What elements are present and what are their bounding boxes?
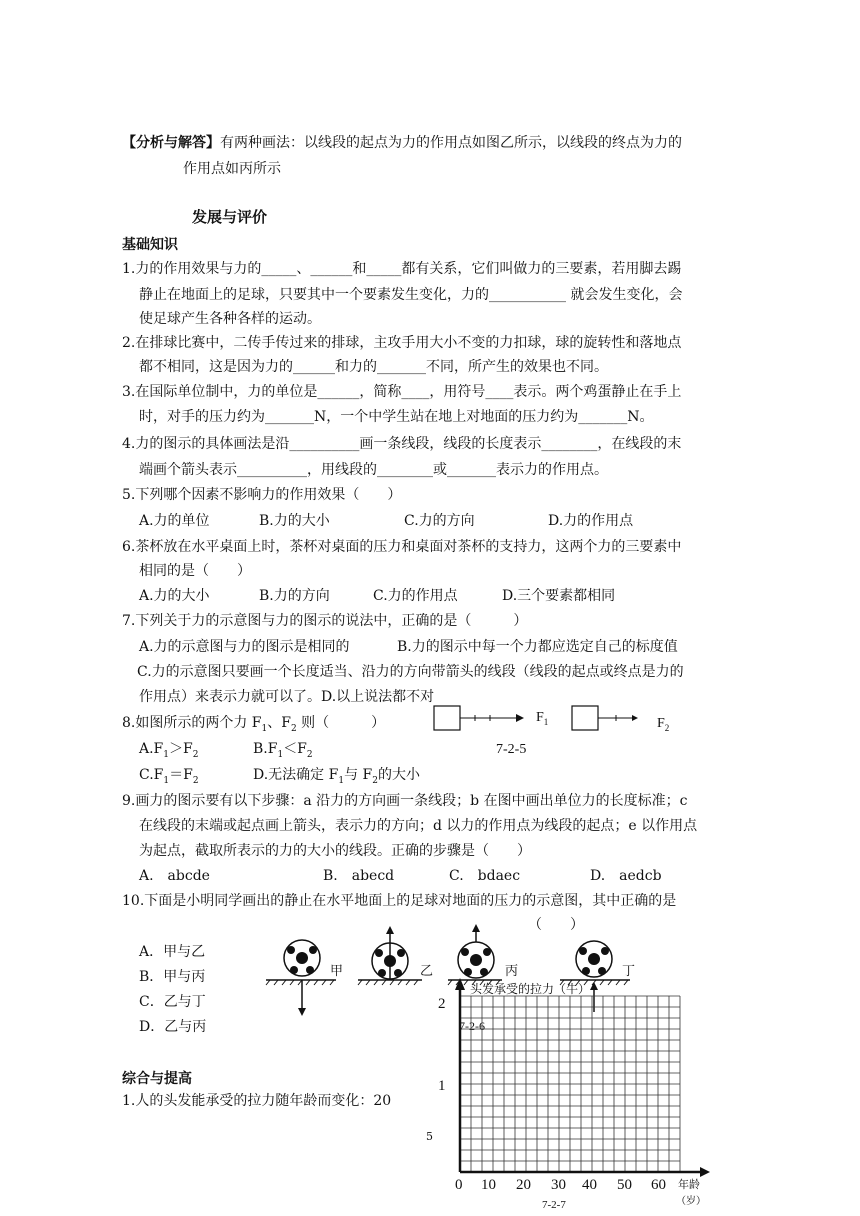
stray-number: 5	[426, 1130, 433, 1143]
q10-figure-ding	[560, 941, 630, 1012]
q9-option-d: D. aedcb	[590, 868, 662, 884]
chart-grid	[460, 996, 680, 1172]
q5-option-b: B.力的大小	[259, 513, 330, 529]
q7-option-c-line-2: 作用点）来表示力就可以了。D.以上说法都不对	[139, 689, 435, 705]
q9-line-1: 9.画力的图示要有以下步骤：a 沿力的方向画一条线段；b 在图中画出单位力的长度标准；c	[122, 793, 688, 809]
q7-option-c-line-1: C.力的示意图只要画一个长度适当、沿力的方向带箭头的线段（线段的起点或终点是力的	[137, 664, 684, 680]
q8-f1-letter: F	[536, 710, 544, 725]
chart-x-tick-label: 60	[651, 1177, 666, 1193]
q9-option-b: B. abecd	[323, 868, 395, 884]
chart-x-tick-label: 10	[481, 1177, 496, 1193]
q8-b-sub1: 1	[277, 749, 284, 760]
analysis-text-1: 有两种画法：以线段的起点为力的作用点如图乙所示，以线段的终点为力的	[220, 135, 682, 151]
chart-x-tick-label: 40	[582, 1177, 597, 1193]
chart-ylabel: 头发承受的拉力（牛）	[470, 982, 591, 996]
q9-line-2: 在线段的末端或起点画上箭头，表示力的方向；d 以力的作用点为线段的起点；e 以作用点	[139, 818, 698, 834]
q8-f1-sub: 1	[543, 716, 549, 727]
q10-figure-yi	[358, 926, 422, 985]
q10-label-jia: 甲	[330, 964, 344, 979]
advanced-q1-text: 1.人的头发能承受的拉力随年龄而变化：20	[122, 1093, 392, 1109]
q8-arrow-2	[632, 715, 638, 721]
q8-c-sub2: 2	[192, 775, 199, 786]
q2-line-1: 2.在排球比赛中，二传手传过来的排球，主攻手用大小不变的力扣球，球的旋转性和落地点	[122, 335, 682, 351]
chart-figure-label-bottom: 7-2-7	[542, 1199, 566, 1211]
q10-figure-bing	[448, 924, 502, 985]
advanced-title: 综合与提高	[122, 1071, 192, 1087]
q6-option-c: C.力的作用点	[373, 588, 458, 604]
chart-x-tick-label: 30	[551, 1177, 566, 1193]
q4-line-2: 端画个箭头表示__________，用线段的________或_______表示力的作用点。	[139, 462, 608, 478]
q10-figure-jia	[266, 940, 336, 1016]
q5-option-a: A.力的单位	[139, 513, 210, 529]
q8-c-sub1: 1	[163, 775, 170, 786]
q8-stem-mid: 、F	[267, 715, 291, 731]
q10-option-d: D．乙与丙	[139, 1019, 207, 1035]
q8-d-post: 的大小	[377, 767, 420, 783]
q10-label-bing: 丙	[505, 964, 519, 979]
q8-b-sub2: 2	[306, 749, 313, 760]
chart-x-tick-label: 0	[455, 1177, 463, 1193]
q5-option-c: C.力的方向	[404, 513, 475, 529]
q7-option-b: B.力的图示中每一个力都应选定自己的标度值	[397, 639, 678, 655]
q3-line-2: 时，对手的压力约为_______N，一个中学生站在地上对地面的压力约为_______N。	[139, 409, 654, 425]
q7-stem: 7.下列关于力的示意图与力的图示的说法中，正确的是（ ）	[122, 613, 528, 629]
q10-option-a: A．甲与乙	[139, 944, 206, 960]
q8-f2-sub: 2	[664, 722, 670, 733]
q10-option-b: B．甲与丙	[139, 969, 206, 985]
chart-y-tick-1: 1	[438, 1078, 446, 1094]
q8-a-pre: A.F	[139, 741, 164, 757]
basic-knowledge-title: 基础知识	[122, 237, 178, 253]
q8-b-pre: B.F	[253, 741, 278, 757]
q7-option-a: A.力的示意图与力的图示是相同的	[139, 639, 350, 655]
q10-label-yi: 乙	[420, 964, 434, 979]
q8-c-pre: C.F	[139, 767, 164, 783]
q8-d-pre: D.无法确定 F	[253, 767, 339, 783]
q10-answer-paren: （ ）	[528, 917, 584, 933]
q9-line-3: 为起点，截取所表示的力的大小的线段。正确的步骤是（ ）	[139, 843, 531, 859]
q8-f2-letter: F	[657, 716, 665, 731]
q2-line-2: 都不相同，这是因为力的______和力的_______不同，所产生的效果也不同。	[139, 359, 608, 375]
q8-a-sub1: 1	[163, 749, 170, 760]
q10-label-ding: 丁	[622, 964, 636, 979]
analysis-label: 【分析与解答】	[122, 135, 220, 151]
q6-option-b: B.力的方向	[259, 588, 330, 604]
chart-y-tick-2: 2	[438, 996, 446, 1012]
q9-option-c: C. bdaec	[449, 868, 521, 884]
q1-line-3: 使足球产生各种各样的运动。	[139, 311, 321, 327]
q6-line-1: 6.茶杯放在水平桌面上时，茶杯对桌面的压力和桌面对茶杯的支持力，这两个力的三要素中	[122, 539, 682, 555]
q8-b-op: ＜F	[283, 741, 307, 757]
q8-d-sub2: 2	[372, 775, 378, 786]
q8-sub-2: 2	[290, 723, 297, 734]
q8-figure-label: 7-2-5	[496, 742, 527, 757]
q8-a-op: ＞F	[169, 741, 193, 757]
q8-stem-pre: 8.如图所示的两个力 F	[122, 715, 262, 731]
q8-d-sub1: 1	[338, 775, 345, 786]
chart-x-tick-label: 50	[617, 1177, 632, 1193]
section-title: 发展与评价	[192, 208, 268, 226]
chart-xlabel-line-1: 年龄	[678, 1178, 700, 1191]
q4-line-1: 4.力的图示的具体画法是沿__________画一条线段，线段的长度表示________，在线段的末	[122, 436, 682, 452]
q1-line-1: 1.力的作用效果与力的_____、______和_____都有关系，它们叫做力的三要素，若用脚去踢	[122, 261, 682, 277]
q8-c-op: ＝F	[169, 767, 193, 783]
q8-arrow-1	[516, 714, 524, 722]
q8-stem-post: 则（ ）	[296, 715, 386, 731]
q6-option-d: D.三个要素都相同	[502, 588, 616, 604]
chart-xlabel-line-2: （岁）	[676, 1196, 706, 1207]
q1-line-2: 静止在地面上的足球，只要其中一个要素发生变化，力的___________ 就会发生变化，会	[139, 287, 683, 303]
q8-block-1	[434, 706, 460, 730]
q5-option-d: D.力的作用点	[548, 513, 634, 529]
q10-line-1: 10.下面是小明同学画出的静止在水平地面上的足球对地面的压力的示意图，其中正确的是	[122, 893, 677, 909]
chart-x-tick-label: 20	[516, 1177, 531, 1193]
chart-figure-label-top: 7-2-6	[459, 1019, 485, 1033]
chart-x-axis-arrow	[700, 1167, 710, 1177]
q6-option-a: A.力的大小	[139, 588, 210, 604]
q8-sub-1: 1	[261, 723, 268, 734]
q8-d-mid: 与 F	[344, 767, 373, 783]
q9-option-a: A. abcde	[139, 868, 210, 884]
q8-a-sub2: 2	[192, 749, 199, 760]
q10-option-c: C．乙与丁	[139, 994, 206, 1010]
q3-line-1: 3.在国际单位制中，力的单位是______，简称____，用符号____表示。两个鸡蛋静止在手上	[122, 384, 682, 400]
q8-block-2	[572, 706, 598, 730]
q6-line-2: 相同的是（ ）	[139, 563, 251, 579]
analysis-text-2: 作用点如丙所示	[183, 161, 281, 177]
q5-stem: 5.下列哪个因素不影响力的作用效果（ ）	[122, 487, 402, 503]
